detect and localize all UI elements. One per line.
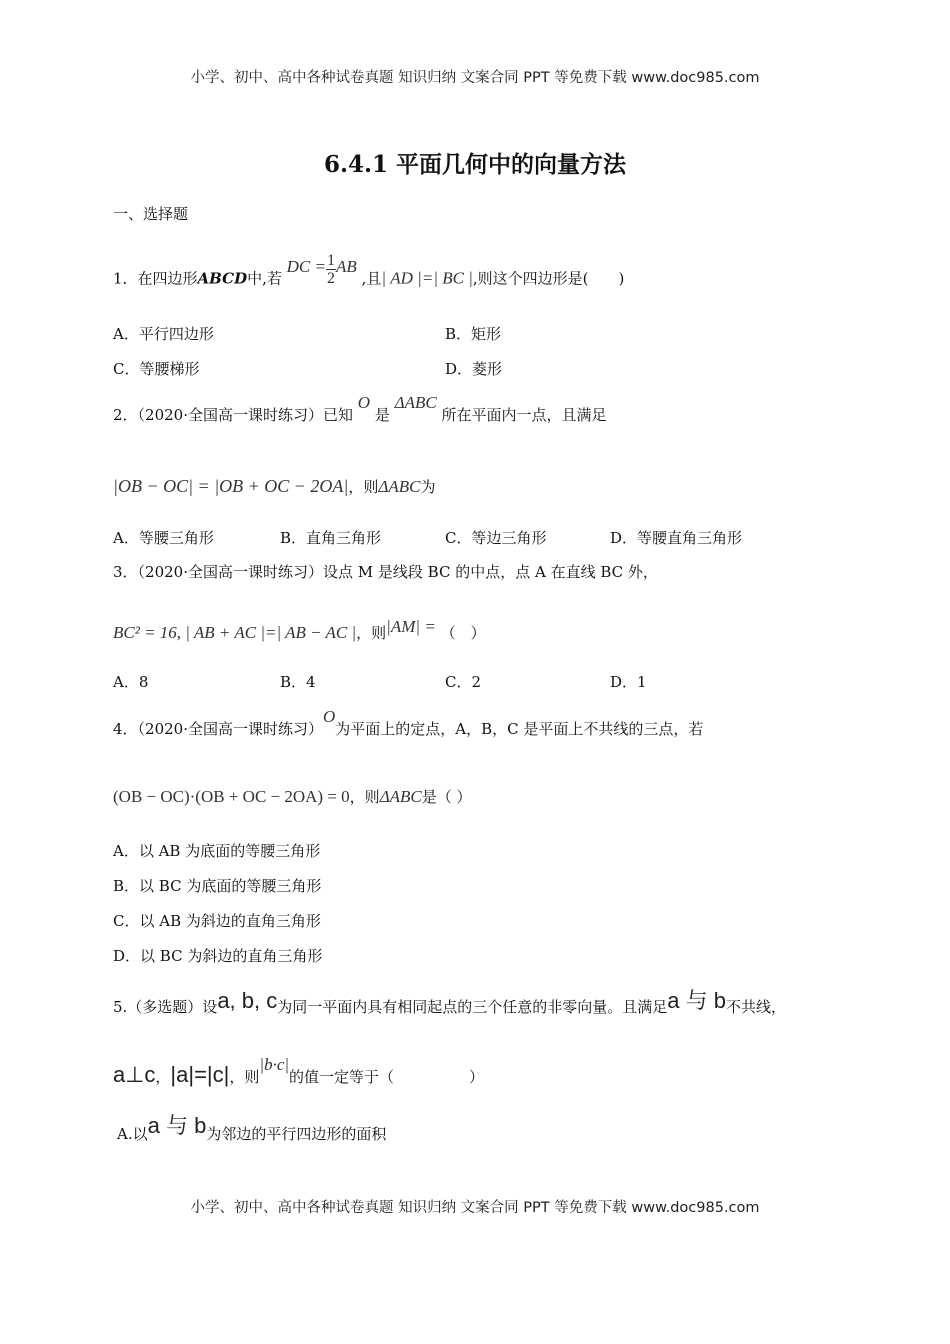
- q2-text: 为: [420, 478, 436, 496]
- q5-text: 不共线，: [725, 998, 786, 1016]
- q5-equal-magnitude: |a|=|c|: [170, 1062, 230, 1087]
- question-4: [113, 707, 704, 739]
- q5-text: ，则: [229, 1068, 260, 1086]
- question-3: 3．（2020·全国高一课时练习）设点 M 是线段 BC 的中点，点 A 在直线 BC 外，: [113, 563, 658, 581]
- q4-text: ，则: [349, 788, 380, 806]
- q2-option-d: D．等腰直角三角形: [610, 529, 743, 547]
- q4-point: O: [323, 707, 336, 726]
- q3-text: （ ）: [440, 624, 486, 642]
- q1-formula: AB: [336, 256, 357, 276]
- q4-option-a: A．以 AB 为底面的等腰三角形: [113, 842, 321, 860]
- q5-condition: [113, 1055, 485, 1087]
- q4-option-d: D．以 BC 为斜边的直角三角形: [113, 947, 323, 965]
- q2-option-b: B．直角三角形: [280, 529, 382, 547]
- q5-option-a: [117, 1113, 387, 1144]
- question-1: [113, 252, 625, 297]
- q4-text: 4．（2020·全国高一课时练习）: [113, 720, 323, 738]
- q4-triangle: ΔABC: [379, 787, 422, 806]
- q1-text: 1．在四边形: [113, 269, 198, 288]
- section-heading: 一、选择题: [113, 205, 189, 223]
- q2-point: O: [357, 393, 371, 412]
- q2-text: 是: [374, 406, 390, 424]
- q1-formula: DC =: [286, 256, 326, 276]
- q2-text: 所在平面内一点，且满足: [441, 406, 607, 424]
- question-5: [113, 988, 786, 1017]
- q4-text: 是（ ）: [421, 788, 472, 806]
- q1-text: ,且: [361, 269, 382, 288]
- q3-option-a: A．8: [113, 673, 149, 691]
- q1-fraction: [326, 252, 336, 287]
- q5-formula: |b·c|: [259, 1055, 290, 1074]
- numerator: 1: [327, 252, 335, 269]
- q4-option-b: B．以 BC 为底面的等腰三角形: [113, 877, 322, 895]
- q1-option-b: B．矩形: [445, 325, 502, 343]
- q3-formula: |AM| =: [386, 617, 436, 636]
- q2-formula: |OB − OC| = |OB + OC − 2OA|: [113, 476, 349, 496]
- question-2: [113, 393, 607, 425]
- q3-option-b: B．4: [280, 673, 316, 691]
- q4-option-c: C．以 AB 为斜边的直角三角形: [113, 912, 321, 930]
- q1-formula: | AD |=| BC |: [381, 268, 473, 288]
- q1-text: ,则这个四边形是( ): [472, 269, 625, 288]
- q5-text: 的值一定等于（ ）: [289, 1068, 485, 1086]
- q3-text: ，则: [356, 624, 387, 642]
- page-footer: 小学、初中、高中各种试卷真题 知识归纳 文案合同 PPT 等免费下载 www.doc985.com: [190, 1200, 760, 1216]
- page-header: 小学、初中、高中各种试卷真题 知识归纳 文案合同 PPT 等免费下载 www.doc985.com: [190, 70, 760, 86]
- q5-perpendicular: a⊥c: [113, 1062, 156, 1087]
- q5-vectors: a, b, c: [217, 988, 278, 1013]
- q2-text: ，则: [348, 478, 379, 496]
- q5-vectors: a 与 b: [667, 988, 726, 1013]
- q5-text: ，: [155, 1068, 171, 1086]
- q5-text: 5.（多选题）设: [113, 998, 218, 1016]
- q3-option-d: D．1: [610, 673, 647, 691]
- q5-text: A.以: [117, 1125, 148, 1143]
- q2-text: 2．（2020·全国高一课时练习）已知: [113, 406, 353, 424]
- q5-vectors: a 与 b: [147, 1113, 207, 1138]
- q3-condition: [113, 617, 486, 643]
- q2-condition: [113, 476, 436, 497]
- q5-text: 为邻边的平行四边形的面积: [206, 1125, 387, 1143]
- denominator: 2: [327, 270, 335, 287]
- q1-shape: ABCD: [197, 269, 248, 288]
- q2-option-a: A．等腰三角形: [113, 529, 214, 547]
- q3-option-c: C．2: [445, 673, 482, 691]
- q4-condition: [113, 787, 472, 807]
- q4-formula: (OB − OC)·(OB + OC − 2OA) = 0: [113, 787, 350, 806]
- q4-text: 为平面上的定点，A，B，C 是平面上不共线的三点，若: [335, 720, 704, 738]
- q3-formula: BC² = 16, | AB + AC |=| AB − AC |: [113, 623, 357, 642]
- q5-text: 为同一平面内具有相同起点的三个任意的非零向量。且满足: [277, 998, 668, 1016]
- q1-option-d: D．菱形: [445, 360, 503, 378]
- q2-triangle: ΔABC: [378, 477, 421, 496]
- q1-option-a: A．平行四边形: [113, 325, 214, 343]
- page-title: 6.4.1 平面几何中的向量方法: [323, 151, 627, 178]
- q2-option-c: C．等边三角形: [445, 529, 547, 547]
- q1-option-c: C．等腰梯形: [113, 360, 200, 378]
- q1-text: 中,若: [247, 269, 282, 288]
- q2-triangle: ΔABC: [394, 393, 437, 412]
